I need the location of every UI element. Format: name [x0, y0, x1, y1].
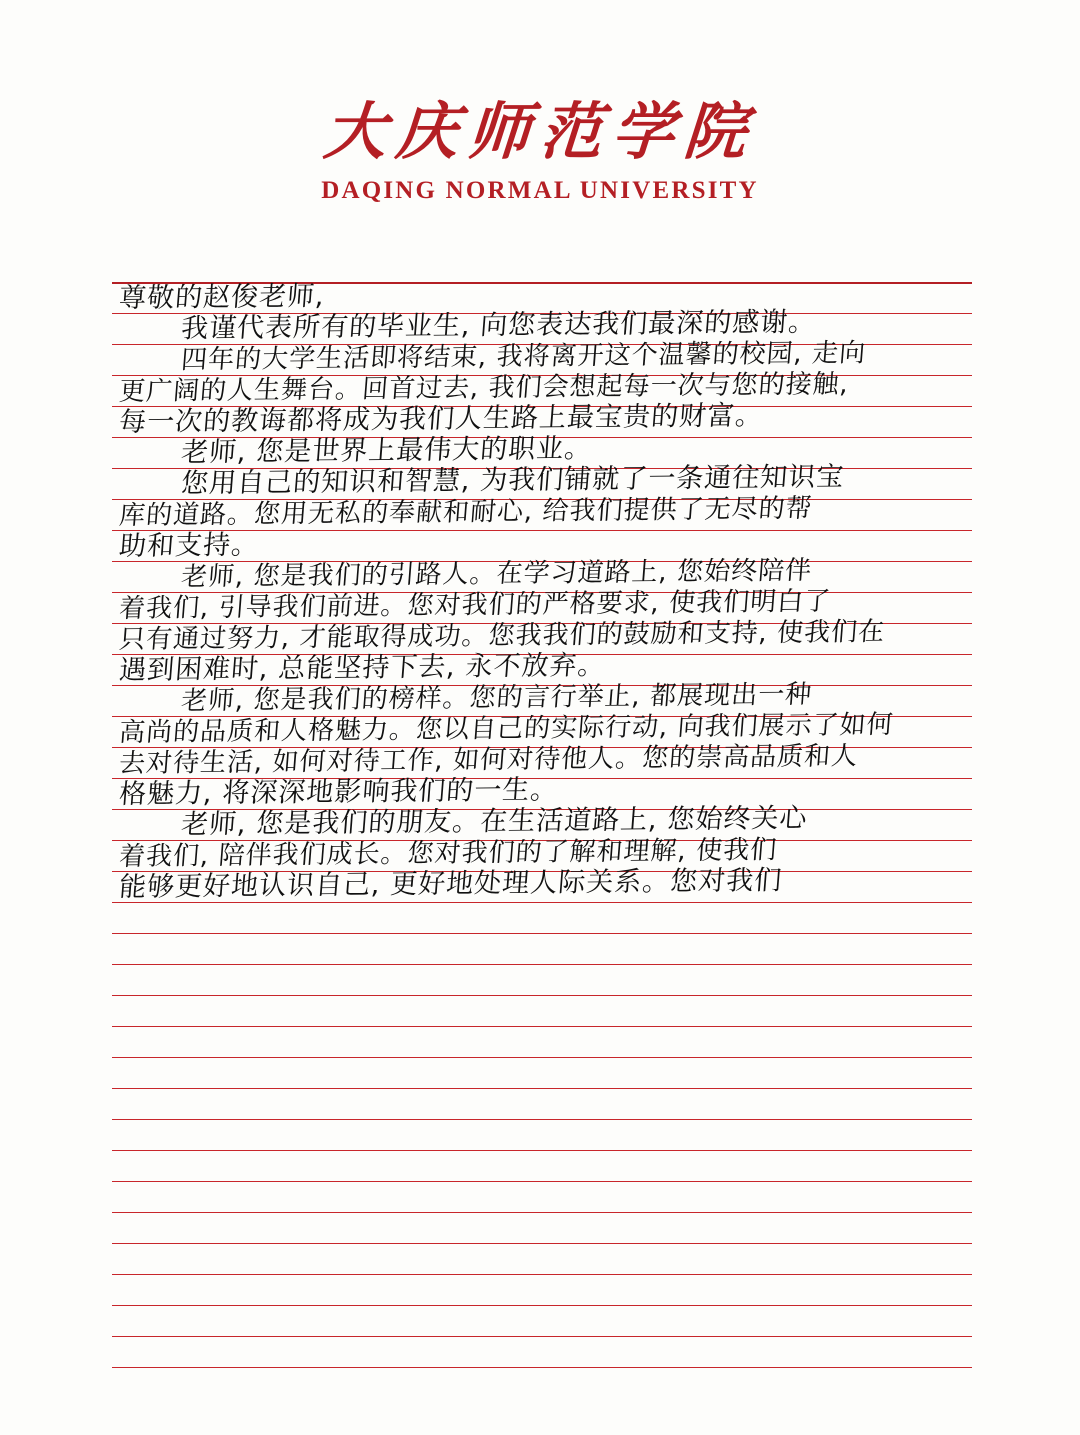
- letter-line: 老师, 您是我们的榜样。您的言行举止, 都展现出一种: [179, 679, 814, 717]
- letter-line: 能够更好地认识自己, 更好地处理人际关系。您对我们: [118, 865, 784, 903]
- letter-line: 着我们, 陪伴我们成长。您对我们的了解和理解, 使我们: [118, 835, 779, 872]
- letter-line: 只有通过努力, 才能取得成功。您我我们的鼓励和支持, 使我们在: [118, 616, 887, 655]
- handwritten-letter-body: [118, 282, 986, 1432]
- letter-line: 去对待生活, 如何对待工作, 如何对待他人。您的崇高品质和人: [118, 741, 860, 779]
- letter-line: 助和支持。: [118, 529, 261, 562]
- letter-line: 老师, 您是我们的引路人。在学习道路上, 您始终陪伴: [179, 555, 814, 593]
- letter-line: 着我们, 引导我们前进。您对我们的严格要求, 使我们明白了: [118, 586, 833, 624]
- letter-line: 库的道路。您用无私的奉献和耐心, 给我们提供了无尽的帮: [118, 493, 814, 531]
- letter-line: 我谨代表所有的毕业生, 向您表达我们最深的感谢。: [179, 306, 818, 345]
- letter-line: 每一次的教诲都将成为我们人生路上最宝贵的财富。: [118, 400, 765, 438]
- letter-line: 格魅力, 将深深地影响我们的一生。: [118, 774, 560, 810]
- letter-line: 遇到困难时, 总能坚持下去, 永不放弃。: [118, 649, 607, 686]
- letter-salutation: 尊敬的赵俊老师,: [118, 280, 326, 314]
- university-name-chinese: 大庆师范学院: [321, 95, 759, 168]
- letter-line: 四年的大学生活即将结束, 我将离开这个温馨的校园, 走向: [179, 338, 868, 376]
- university-name-english: DAQING NORMAL UNIVERSITY: [321, 177, 759, 205]
- letter-line: 老师, 您是我们的朋友。在生活道路上, 您始终关心: [179, 802, 809, 841]
- letter-line: 更广阔的人生舞台。回首过去, 我们会想起每一次与您的接触,: [118, 369, 851, 407]
- letter-line: 高尚的品质和人格魅力。您以自己的实际行动, 向我们展示了如何: [118, 709, 895, 748]
- letterhead: [0, 96, 1080, 205]
- letter-line: 您用自己的知识和智慧, 为我们铺就了一条通往知识宝: [179, 461, 846, 500]
- letter-line: 老师, 您是世界上最伟大的职业。: [179, 433, 594, 469]
